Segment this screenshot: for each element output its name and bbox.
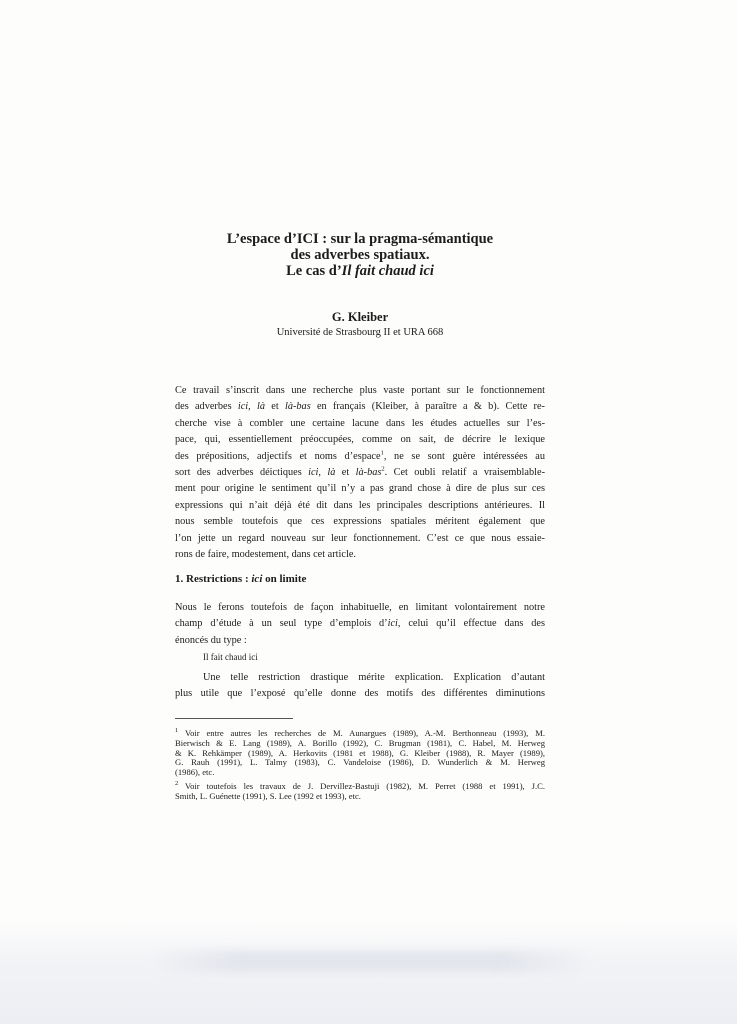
author-name: G. Kleiber bbox=[331, 310, 389, 324]
title-line-2: des adverbes spatiaux. bbox=[290, 247, 430, 263]
intro-italic: là bbox=[256, 401, 265, 413]
section-heading-italic: ici bbox=[251, 573, 263, 585]
body-line bbox=[175, 616, 545, 632]
intro-italic: là-bas bbox=[284, 401, 311, 413]
intro-text: sort des adverbes déictiques bbox=[175, 467, 309, 479]
intro-line bbox=[175, 465, 545, 481]
intro-line: ment pour origine le sentiment qu’il n’y a pas grand chose à dire de plus sur ces bbox=[175, 483, 545, 495]
footnote-line: (1986), etc. bbox=[175, 767, 215, 778]
title-line-3-prefix: Le cas d’ bbox=[286, 263, 342, 279]
article-title bbox=[160, 231, 560, 279]
intro-italic: ici bbox=[237, 401, 249, 413]
author-block bbox=[160, 310, 560, 340]
footnote-line: G. Rauh (1991), L. Talmy (1983), C. Vandeloise (1986), D. Wunderlich & M. Herweg bbox=[175, 757, 545, 768]
intro-line: Ce travail s’inscrit dans une recherche plus vaste portant sur le fonctionnement bbox=[175, 385, 545, 396]
intro-text: et bbox=[265, 401, 285, 413]
intro-line: rons de faire, modestement, dans cet article. bbox=[175, 549, 356, 561]
intro-line bbox=[175, 449, 545, 465]
footnote-text: Voir toutefois les travaux de J. Dervillez-Bastuji (1982), M. Perret (1988 et 1991), J.C. bbox=[178, 781, 545, 791]
footnote-text: Voir entre autres les recherches de M. Aunargues (1989), A.-M. Berthonneau (1993), M. bbox=[178, 728, 545, 738]
intro-text: des prépositions, adjectifs et noms d’espace bbox=[175, 450, 381, 462]
title-line-1: L’espace d’ICI : sur la pragma-sémantique bbox=[226, 231, 494, 247]
intro-italic: là-bas bbox=[355, 467, 382, 479]
intro-paragraph bbox=[175, 383, 545, 563]
author-affiliation: Université de Strasbourg II et URA 668 bbox=[276, 327, 444, 338]
title-line-3 bbox=[160, 263, 560, 279]
intro-text: en français (Kleiber, à paraître a & b). Cette re- bbox=[310, 401, 545, 413]
intro-text: et bbox=[335, 467, 356, 479]
footnote-2 bbox=[175, 782, 545, 802]
footnote-divider bbox=[175, 718, 293, 719]
intro-line: expressions qui n’ait déjà été dit dans les principales descriptions antérieures. Il bbox=[175, 499, 545, 511]
body-line: énoncés du type : bbox=[175, 634, 247, 646]
intro-line: nous semble toutefois que ces expressions spatiales méritent également que bbox=[175, 516, 545, 528]
body-line: Nous le ferons toutefois de façon inhabituelle, en limitant volontairement notre bbox=[175, 602, 545, 613]
example-sentence: Il fait chaud ici bbox=[203, 652, 258, 662]
intro-text: , bbox=[248, 401, 257, 413]
intro-line bbox=[175, 399, 545, 415]
title-line-3-italic: Il fait chaud ici bbox=[341, 263, 434, 279]
intro-text: des adverbes bbox=[175, 401, 238, 413]
footnote-ref-2[interactable]: 2 bbox=[381, 465, 385, 473]
footnote-1 bbox=[175, 729, 545, 778]
footnote-line: Smith, L. Guénette (1991), S. Lee (1992 et 1993), etc. bbox=[175, 790, 361, 801]
scan-bottom-shade bbox=[0, 920, 737, 1024]
body-text: , celui qu’il effectue dans des bbox=[397, 618, 545, 630]
section-heading-text: 1. Restrictions : bbox=[175, 573, 252, 585]
intro-text: . Cet oubli relatif a vraisemblable- bbox=[384, 467, 546, 479]
body-line: plus utile que l’exposé qu’elle donne des motifs des différentes diminutions bbox=[175, 688, 545, 700]
body-text: champ d’étude à un seul type d’emplois d’ bbox=[175, 618, 388, 630]
intro-line: cherche vise à combler une certaine lacune dans les études actuelles sur l’es- bbox=[175, 417, 545, 429]
section-heading bbox=[175, 572, 306, 586]
footnote-line: Bierwisch & E. Lang (1989), A. Borillo (1992), C. Brugman (1981), C. Habel, M. Herweg bbox=[175, 737, 545, 748]
footnote-ref-1[interactable]: 1 bbox=[380, 449, 384, 457]
intro-text: , bbox=[318, 467, 328, 479]
body-italic: ici bbox=[387, 618, 398, 630]
intro-line: pace, qui, essentiellement préoccupées, comme on sait, de décrire le lexique bbox=[175, 434, 545, 446]
footnote-number: 2 bbox=[175, 780, 179, 788]
section-heading-text: on limite bbox=[262, 573, 307, 585]
intro-line: l’on jette un regard nouveau sur leur fonctionnement. C’est ce que nous essaie- bbox=[175, 532, 545, 544]
intro-italic: là bbox=[327, 467, 336, 479]
intro-text: , ne se sont guère intéressées au bbox=[383, 450, 545, 462]
section-paragraph-2 bbox=[175, 670, 545, 703]
intro-italic: ici bbox=[308, 467, 319, 479]
footnote-number: 1 bbox=[175, 727, 179, 735]
section-paragraph-1 bbox=[175, 600, 545, 649]
scan-bleed-through bbox=[150, 950, 590, 972]
footnote-line: & K. Rehkämper (1989), A. Herkovits (1981 et 1988), G. Kleiber (1988), R. Mayer (1989), bbox=[175, 747, 545, 758]
body-line: Une telle restriction drastique mérite explication. Explication d’autant bbox=[203, 672, 545, 683]
